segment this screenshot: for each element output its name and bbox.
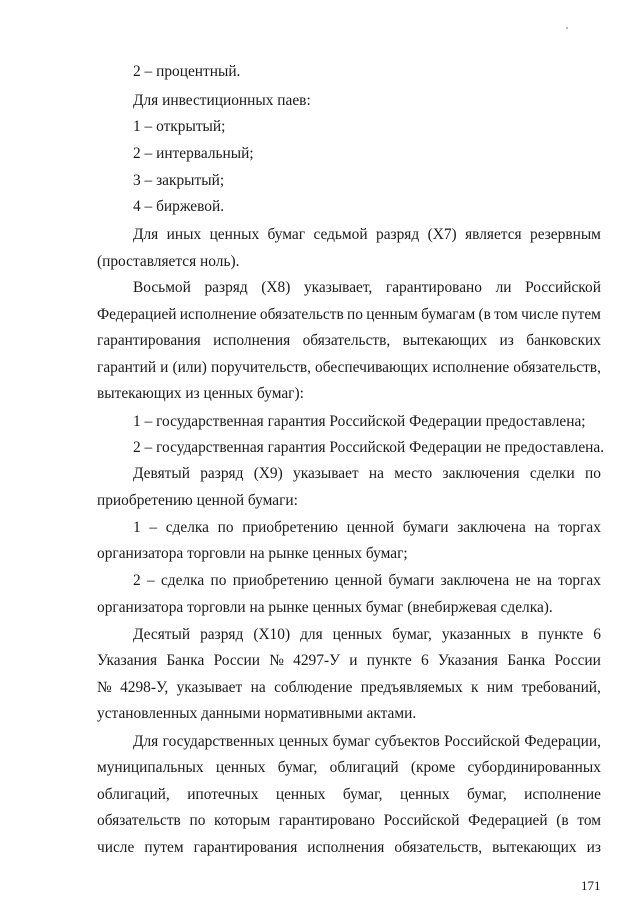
word: разряд: [200, 626, 244, 643]
word: разряд: [200, 465, 244, 482]
word: указывает,: [303, 279, 373, 296]
word: государственных: [162, 733, 275, 750]
text-line-justified: [133, 279, 601, 297]
text-line: 2 – процентный.: [133, 63, 241, 80]
text-line: Для инвестиционных паев:: [133, 92, 311, 109]
word: седьмой: [313, 226, 368, 243]
word: исполнения: [307, 839, 385, 856]
word: предъявляемых: [360, 679, 463, 696]
word: (кроме: [410, 759, 456, 776]
word: торгах: [558, 519, 601, 536]
word: Восьмой: [133, 279, 191, 296]
word: Федерацией: [97, 306, 177, 323]
word: на: [368, 465, 384, 482]
word: гарантий: [97, 359, 157, 376]
word: (или): [172, 359, 207, 376]
word: ним: [486, 679, 514, 696]
word: 6: [420, 652, 429, 669]
word: Федерацией: [468, 812, 548, 829]
word: (Х8): [261, 279, 291, 296]
word: иных: [166, 226, 202, 243]
word: 2: [133, 572, 141, 589]
text-line-justified: [97, 679, 601, 697]
text-line: 2 – интервальный;: [133, 145, 254, 162]
word: исполнения: [213, 332, 291, 349]
word: числе: [97, 839, 135, 856]
word: ценной: [346, 519, 395, 536]
word: торгах: [558, 572, 601, 589]
word: гарантировано: [385, 279, 482, 296]
text-line: 1 – государственная гарантия Российской Федерации предоставлена;: [133, 413, 586, 430]
word: бумаг,: [467, 786, 507, 803]
text-line: приобретению ценной бумаги:: [97, 492, 298, 509]
word: Федерации,: [524, 733, 601, 750]
word: исполнение: [179, 306, 257, 323]
scan-speck: [566, 27, 568, 29]
word: место: [394, 465, 433, 482]
text-line: 3 – закрытый;: [133, 172, 225, 189]
word: пункте: [366, 652, 412, 669]
text-line: (проставляется ноль).: [97, 253, 240, 270]
word: ценным: [366, 306, 418, 323]
word: разряд: [204, 279, 248, 296]
word: Для: [133, 733, 159, 750]
word: бумаг: [267, 226, 306, 243]
word: по: [217, 519, 234, 536]
word: обязательств: [97, 812, 181, 829]
word: указанных: [441, 626, 512, 643]
word: №: [97, 679, 112, 696]
word: пункте: [538, 626, 584, 643]
word: муниципальных: [97, 759, 204, 776]
text-line-justified: [97, 839, 601, 857]
word: на: [250, 679, 266, 696]
text-line-justified: [97, 306, 601, 324]
text-line: установленных данными нормативными актами.: [97, 705, 417, 722]
word: путем: [144, 839, 184, 856]
word: бумаг: [332, 733, 371, 750]
word: бумаги: [402, 519, 449, 536]
word: 6: [593, 626, 601, 643]
word: для: [300, 626, 323, 643]
word: бумаги: [388, 572, 435, 589]
text-line-justified: [97, 652, 601, 670]
word: том: [577, 812, 601, 829]
word: приобретению: [232, 572, 329, 589]
word: к: [471, 679, 479, 696]
text-line-justified: [133, 626, 601, 644]
word: ценных: [400, 786, 450, 803]
word: Российской: [444, 733, 521, 750]
word: ценных: [215, 759, 266, 776]
word: ценных: [275, 786, 326, 803]
word: субординированных: [467, 759, 601, 776]
word: (в: [478, 306, 491, 323]
word: по: [347, 306, 363, 323]
word: указывает: [293, 465, 359, 482]
word: гарантировано: [278, 812, 375, 829]
word: заключена: [440, 572, 510, 589]
word: вытекающих: [492, 839, 577, 856]
word: поручительств,: [210, 359, 311, 376]
word: по: [210, 572, 227, 589]
word: Банка: [507, 652, 546, 669]
word: заключения: [442, 465, 520, 482]
word: бумаг,: [342, 786, 383, 803]
text-line: вытекающих из ценных бумаг):: [97, 385, 304, 402]
word: разряд: [376, 226, 420, 243]
text-line-justified: [97, 786, 601, 804]
word: из: [586, 839, 601, 856]
text-line-justified: [97, 359, 601, 377]
word: по: [585, 465, 601, 482]
word: 4297-У: [293, 652, 340, 669]
text-line-justified: [97, 759, 601, 777]
text-line: 2 – государственная гарантия Российской Федерации не предоставлена.: [133, 439, 605, 456]
word: Для: [133, 226, 159, 243]
word: 4298-У,: [120, 679, 169, 696]
text-line: организатора торговли на рынке ценных бумаг;: [97, 545, 408, 562]
word: Российской: [525, 279, 601, 296]
word: числе: [521, 306, 559, 323]
word: (Х7): [427, 226, 457, 243]
word: не: [515, 572, 531, 589]
word: бумагам: [421, 306, 476, 323]
word: бумаг,: [392, 626, 432, 643]
word: резервным: [530, 226, 601, 243]
word: исполнение: [524, 786, 601, 803]
word: Указания: [437, 652, 499, 669]
word: вытекающих: [402, 332, 488, 349]
word: ценных: [209, 226, 260, 243]
word: бумаг,: [277, 759, 318, 776]
word: банковских: [526, 332, 601, 349]
word: соблюдение: [274, 679, 353, 696]
text-line: 1 – открытый;: [133, 118, 226, 135]
text-line-justified: [133, 226, 601, 244]
word: сделки: [529, 465, 575, 482]
word: обязательств,: [302, 332, 391, 349]
word: Указания: [97, 652, 158, 669]
word: путем: [561, 306, 601, 323]
word: субъектов: [374, 733, 440, 750]
word: обязательств: [259, 306, 344, 323]
word: заключена: [457, 519, 526, 536]
word: требований,: [521, 679, 601, 696]
word: ценных: [332, 626, 383, 643]
word: (Х9): [253, 465, 283, 482]
word: Девятый: [133, 465, 190, 482]
word: (Х10): [253, 626, 291, 643]
word: приобретению: [242, 519, 338, 536]
word: и: [349, 652, 358, 669]
word: гарантирования: [97, 332, 201, 349]
word: том: [494, 306, 518, 323]
word: является: [465, 226, 522, 243]
word: Банка: [166, 652, 205, 669]
word: –: [149, 519, 158, 536]
word: сделка: [160, 572, 205, 589]
text-line: организатора торговли на рынке ценных бумаг (внебиржевая сделка).: [97, 599, 553, 616]
text-line: 4 – биржевой.: [133, 198, 225, 215]
word: обеспечивающих: [315, 359, 429, 376]
word: на: [536, 572, 552, 589]
word: облигаций: [329, 759, 399, 776]
word: облигаций,: [97, 786, 170, 803]
word: (в: [556, 812, 569, 829]
word: ценной: [334, 572, 383, 589]
text-line-justified: [97, 812, 601, 830]
word: обязательств,: [394, 839, 483, 856]
word: указывает: [176, 679, 243, 696]
text-line-justified: [133, 519, 601, 537]
word: и: [160, 359, 169, 376]
word: Российской: [383, 812, 460, 829]
word: исполнение: [432, 359, 510, 376]
word: которым: [214, 812, 271, 829]
word: ли: [495, 279, 512, 296]
page-number: 171: [581, 878, 601, 893]
word: ипотечных: [187, 786, 259, 803]
text-line-justified: [133, 733, 601, 751]
word: на: [534, 519, 550, 536]
text-line-justified: [97, 332, 601, 350]
word: гарантирования: [193, 839, 298, 856]
word: №: [269, 652, 284, 669]
word: Десятый: [133, 626, 191, 643]
word: России: [213, 652, 260, 669]
word: обязательств,: [513, 359, 601, 376]
word: России: [554, 652, 601, 669]
word: по: [189, 812, 206, 829]
text-line-justified: [133, 572, 601, 590]
word: 1: [133, 519, 141, 536]
word: –: [146, 572, 155, 589]
word: сделка: [165, 519, 209, 536]
text-line-justified: [133, 465, 601, 483]
word: из: [499, 332, 514, 349]
word: ценных: [278, 733, 329, 750]
word: в: [521, 626, 529, 643]
